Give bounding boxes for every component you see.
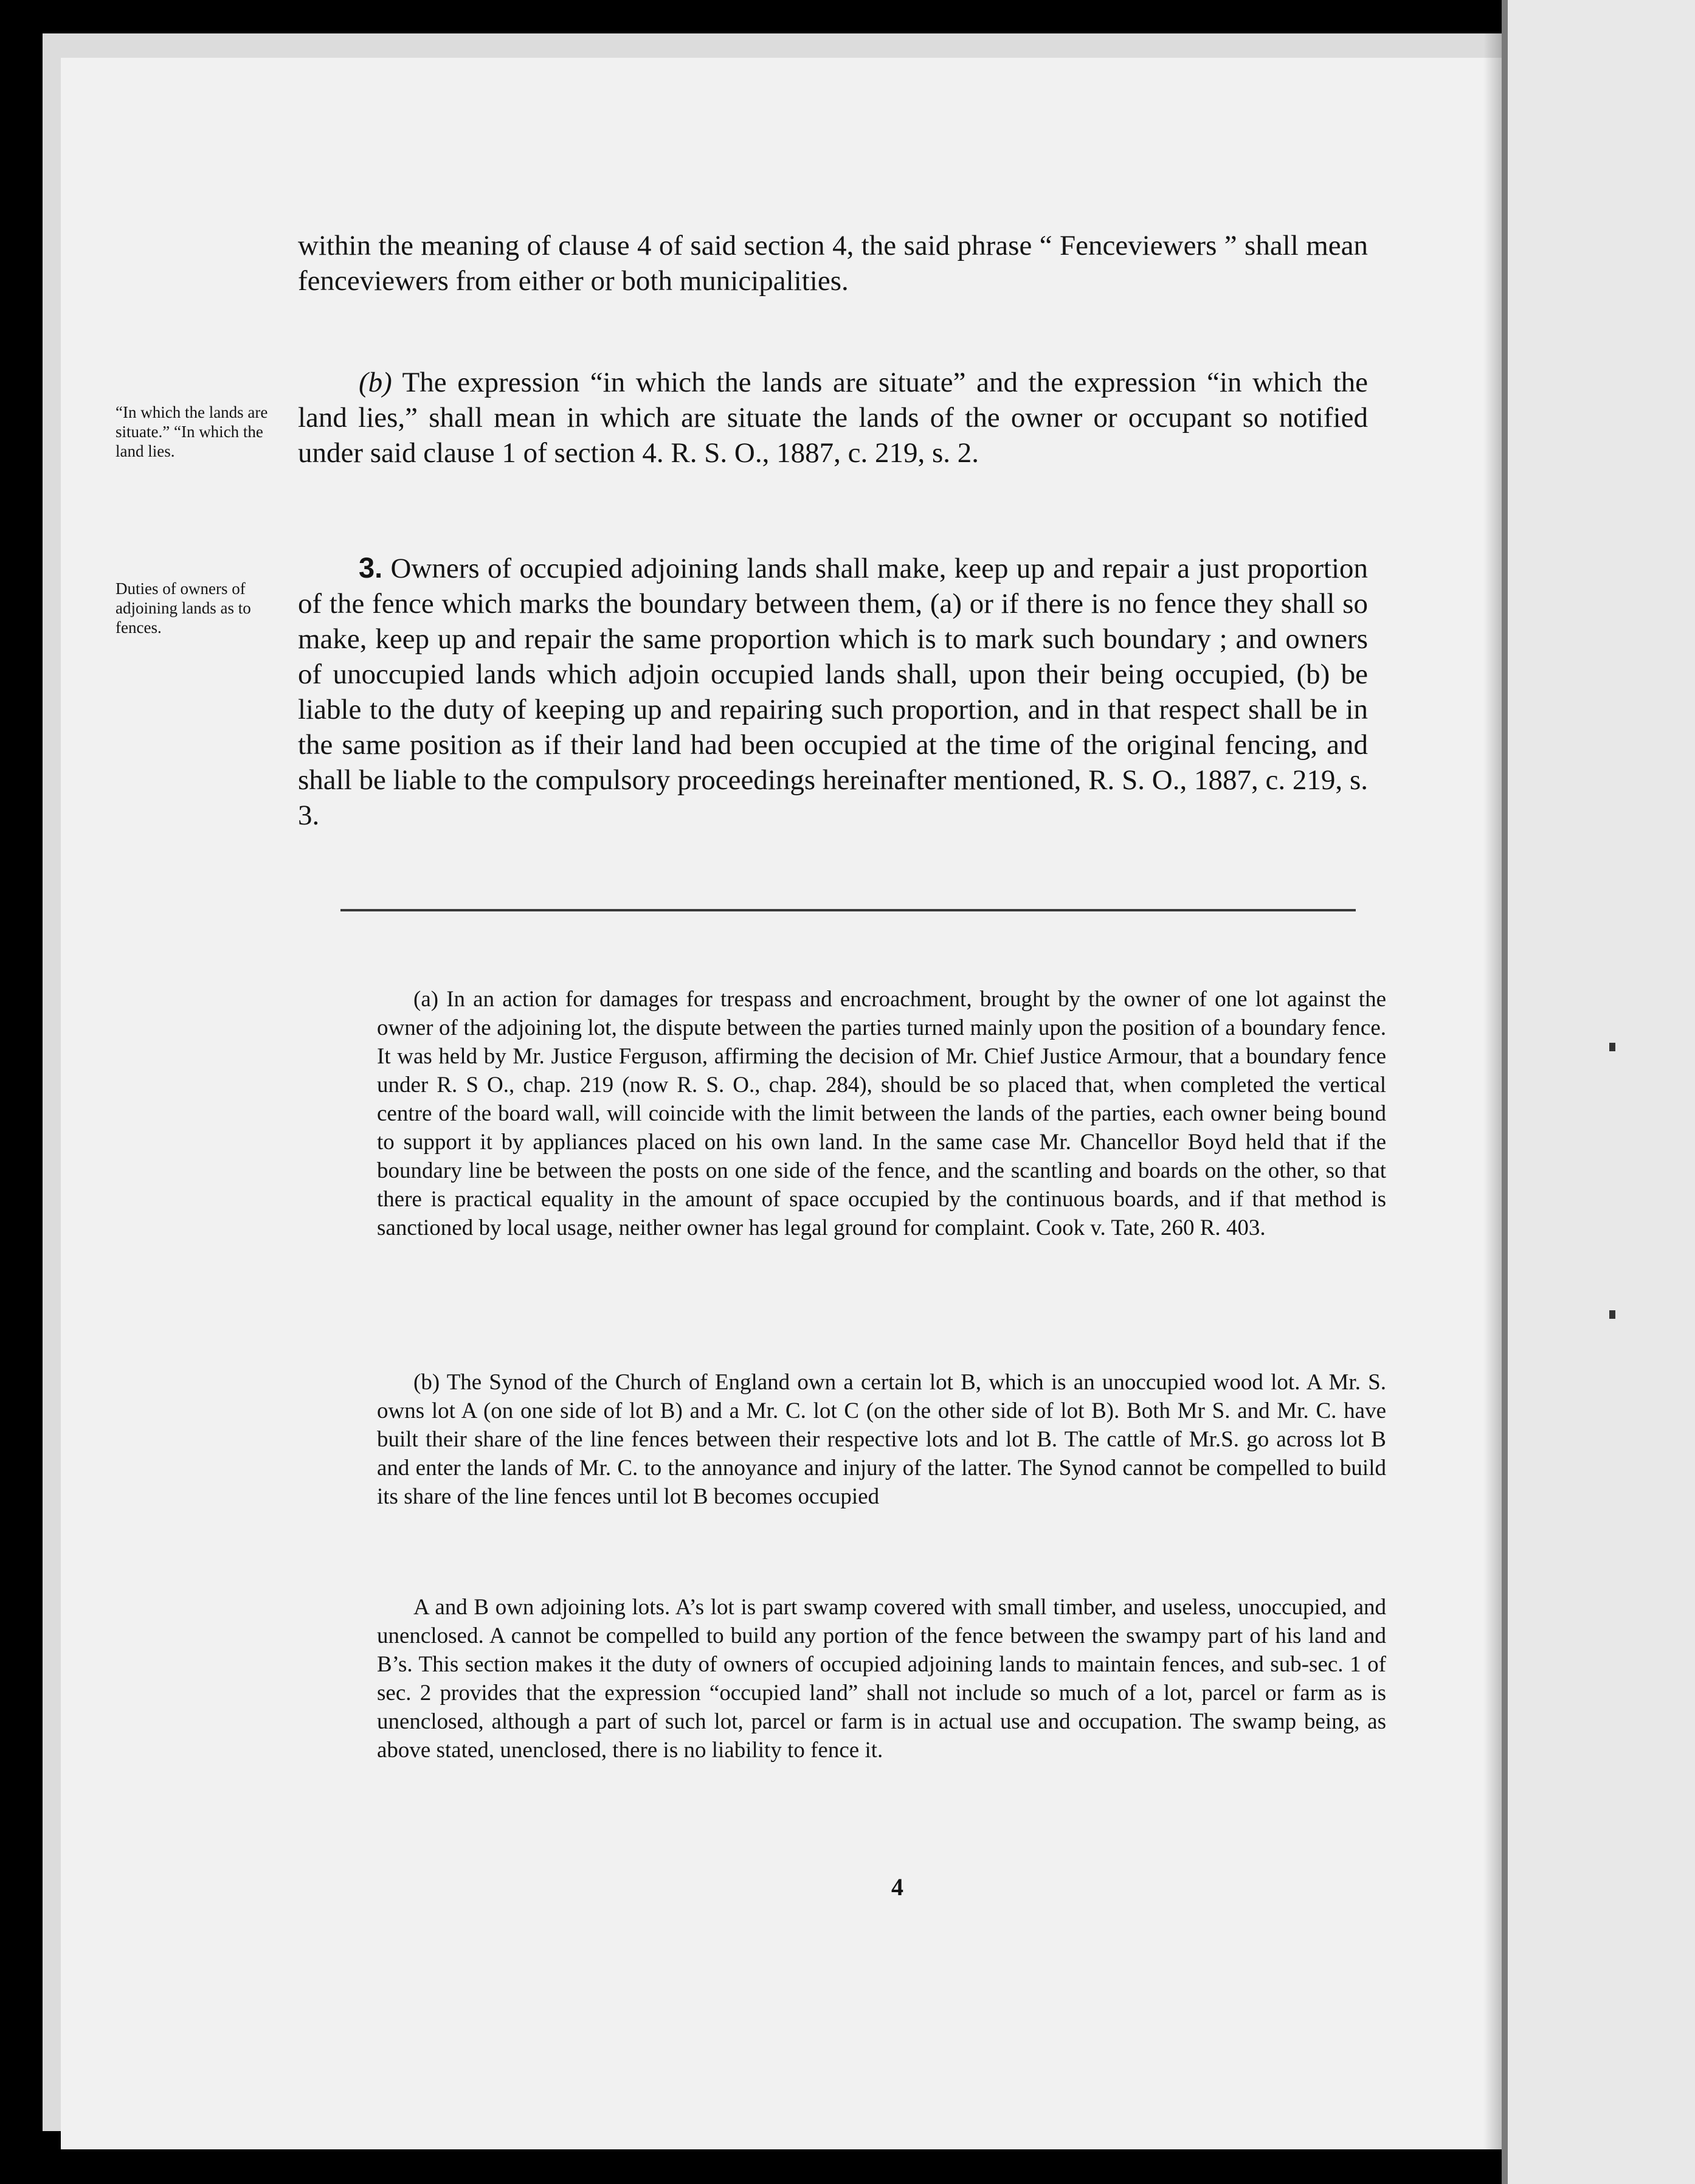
footnote-c — [377, 1593, 1386, 1764]
continuation-text: within the meaning of clause 4 of said section 4, the said phrase “ Fenceviewers ” shall mean fenceviewers from either or both municipalities. — [298, 230, 1368, 297]
edge-mark — [1609, 1043, 1615, 1051]
footnote-b — [377, 1368, 1386, 1511]
footnote-a — [377, 985, 1386, 1242]
adjacent-page-edge — [1502, 0, 1695, 2184]
section-3-paragraph — [298, 550, 1368, 833]
section-number: 3. — [359, 551, 383, 584]
margin-note-lands-situate: “In which the lands are situate.” “In which the land lies. — [116, 403, 268, 460]
continuation-paragraph — [298, 228, 1368, 299]
page-number: 4 — [891, 1873, 903, 1901]
footnote-divider — [340, 909, 1356, 911]
footnote-c-text: A and B own adjoining lots. A’s lot is part swamp covered with small timber, and useless, unoccupied, and unenclosed. A cannot be compelled to build any portion of the fence between the swampy part of his land and B’s. This section makes it the duty of owners of occupied adjoining lands to maintain fences, and sub-sec. 1 of sec. 2 provides that the expression “occupied land” shall not include so much of a lot, parcel or farm as is unenclosed, although a part of such lot, parcel or farm is in actual use and occupation. The swamp being, as above stated, unenclosed, there is no liability to fence it. — [377, 1595, 1386, 1763]
clause-b-label: (b) — [359, 367, 392, 398]
section-3-text: Owners of occupied adjoining lands shall make, keep up and repair a just proportion of the fence which marks the boundary between them, (a) or if there is no fence they shall so make, keep up and repair the same proportion which is to mark such boundary ; and owners of unoccupied lands which adjoin occupied lands shall, upon their being occupied, (b) be liable to the duty of keeping up and repairing such proportion, and in that respect shall be in the same position as if their land had been occupied at the time of the original fencing, and shall be liable to the compulsory proceedings hereinafter mentioned, R. S. O., 1887, c. 219, s. 3. — [298, 553, 1369, 831]
edge-mark — [1609, 1310, 1615, 1319]
footnote-b-text: (b) The Synod of the Church of England own a certain lot B, which is an unoccupied wood lot. A Mr. S. owns lot A (on one side of lot B) and a Mr. C. lot C (on the other side of lot B). Both Mr S. and Mr. C. have built their share of the line fences between their respective lots and lot B. The cattle of Mr.S. go across lot B and enter the lands of Mr. C. to the annoyance and injury of the latter. The Synod cannot be compelled to build its share of the line fences until lot B becomes occupied — [377, 1370, 1386, 1509]
clause-b-paragraph — [298, 365, 1368, 471]
margin-note-duties: Duties of owners of adjoining lands as to fences. — [116, 579, 251, 637]
footnote-a-text: (a) In an action for damages for trespass and encroachment, brought by the owner of one lot against the owner of the adjoining lot, the dispute between the parties turned mainly upon the position of a boundary fence. It was held by Mr. Justice Ferguson, affirming the decision of Mr. Chief Justice Armour, that a boundary fence under R. S O., chap. 219 (now R. S. O., chap. 284), should be so placed that, when completed the vertical centre of the board wall, will coincide with the limit between the lands of the parties, each owner being bound to support it by appliances placed on his own land. In the same case Mr. Chancellor Boyd held that if the boundary line be between the posts on one side of the fence, and the scantling and boards on the other, so that there is practical equality in the amount of space occupied by the continuous boards, and if that method is sanctioned by local usage, neither owner has legal ground for complaint. Cook v. Tate, 260 R. 403. — [377, 987, 1386, 1240]
clause-b-text: The expression “in which the lands are situate” and the expression “in which the land lies,” shall mean in which are situate the lands of the owner or occupant so notified under said clause 1 of section 4. R. S. O., 1887, c. 219, s. 2. — [298, 367, 1368, 469]
